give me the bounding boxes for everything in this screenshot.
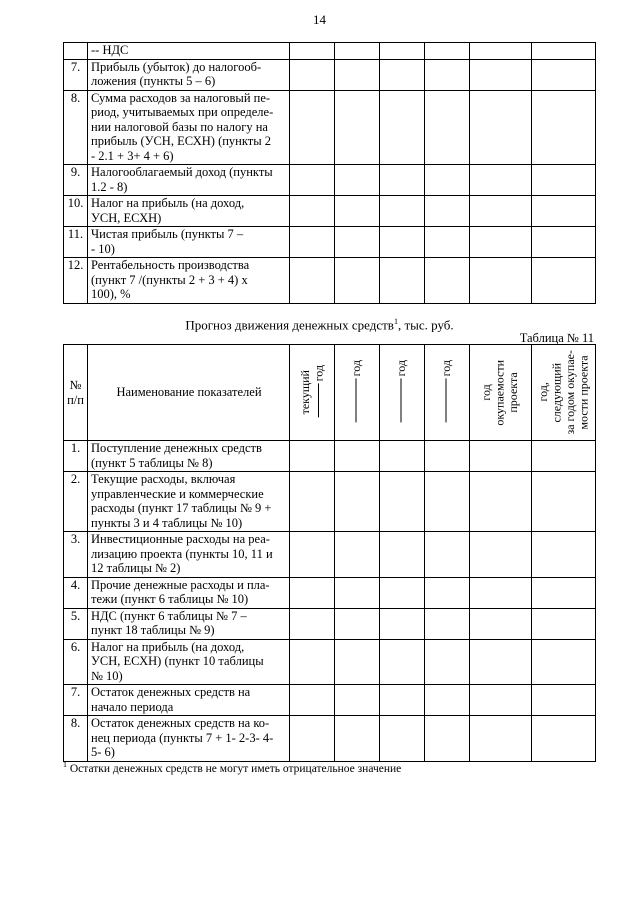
header-num: № п/п bbox=[64, 345, 88, 441]
header-col-year-4: год bbox=[425, 345, 470, 441]
row-number: 11. bbox=[64, 227, 88, 258]
empty-value-cell bbox=[532, 90, 596, 165]
empty-value-cell bbox=[290, 639, 335, 685]
row-number: 10. bbox=[64, 196, 88, 227]
empty-value-cell bbox=[470, 43, 532, 60]
empty-value-cell bbox=[425, 165, 470, 196]
empty-value-cell bbox=[532, 532, 596, 578]
empty-value-cell bbox=[470, 59, 532, 90]
row-indicator-name: Прочие денежные расходы и пла- тежи (пункт 6 таблицы № 10) bbox=[88, 577, 290, 608]
row-number: 7. bbox=[64, 685, 88, 716]
table-row bbox=[64, 441, 596, 472]
header-col-year-3: год bbox=[380, 345, 425, 441]
table-row bbox=[64, 43, 596, 60]
row-indicator-name: Прибыль (убыток) до налогооб- ложения (пункты 5 – 6) bbox=[88, 59, 290, 90]
row-indicator-name: Сумма расходов за налоговый пе- риод, учитываемых при определе- нии налоговой базы по налогу на прибыль (УСН, ЕСХН) (пункты 2 - 2.1 + 3+ 4 + 6) bbox=[88, 90, 290, 165]
table-row bbox=[64, 608, 596, 639]
empty-value-cell bbox=[425, 577, 470, 608]
empty-value-cell bbox=[290, 685, 335, 716]
table-row bbox=[64, 227, 596, 258]
empty-value-cell bbox=[470, 577, 532, 608]
empty-value-cell bbox=[335, 90, 380, 165]
empty-value-cell bbox=[380, 639, 425, 685]
empty-value-cell bbox=[532, 472, 596, 532]
empty-value-cell bbox=[290, 532, 335, 578]
header-col-current-year: текущий год bbox=[290, 345, 335, 441]
row-indicator-name: Налогооблагаемый доход (пункты 1.2 - 8) bbox=[88, 165, 290, 196]
empty-value-cell bbox=[425, 685, 470, 716]
empty-value-cell bbox=[425, 90, 470, 165]
empty-value-cell bbox=[470, 685, 532, 716]
table-caption: Прогноз движения денежных средств$^1$, тыс. руб. bbox=[185, 317, 454, 333]
table-row bbox=[64, 165, 596, 196]
row-number: 1. bbox=[64, 441, 88, 472]
empty-value-cell bbox=[335, 441, 380, 472]
empty-value-cell bbox=[532, 441, 596, 472]
table-row bbox=[64, 532, 596, 578]
empty-value-cell bbox=[290, 59, 335, 90]
empty-value-cell bbox=[425, 196, 470, 227]
empty-value-cell bbox=[532, 577, 596, 608]
empty-value-cell bbox=[532, 258, 596, 304]
empty-value-cell bbox=[335, 716, 380, 762]
header-col-payback-year: год окупаемости проекта bbox=[470, 345, 532, 441]
footnote: $^1$ Остатки денежных средств не могут иметь отрицательное значение bbox=[63, 760, 402, 775]
table-row bbox=[64, 258, 596, 304]
empty-value-cell bbox=[380, 90, 425, 165]
empty-value-cell bbox=[335, 577, 380, 608]
table-row bbox=[64, 685, 596, 716]
empty-value-cell bbox=[425, 59, 470, 90]
row-indicator-name: Остаток денежных средств на ко- нец периода (пункты 7 + 1- 2-3- 4- 5- 6) bbox=[88, 716, 290, 762]
row-indicator-name: Поступление денежных средств (пункт 5 таблицы № 8) bbox=[88, 441, 290, 472]
table-row bbox=[64, 90, 596, 165]
empty-value-cell bbox=[380, 685, 425, 716]
row-number: 12. bbox=[64, 258, 88, 304]
table-label: Таблица № 11 bbox=[519, 331, 594, 345]
empty-value-cell bbox=[425, 716, 470, 762]
row-indicator-name: Налог на прибыль (на доход, УСН, ЕСХН) bbox=[88, 196, 290, 227]
empty-value-cell bbox=[425, 532, 470, 578]
empty-value-cell bbox=[290, 43, 335, 60]
empty-value-cell bbox=[290, 441, 335, 472]
empty-value-cell bbox=[425, 639, 470, 685]
empty-value-cell bbox=[380, 608, 425, 639]
empty-value-cell bbox=[470, 165, 532, 196]
empty-value-cell bbox=[470, 441, 532, 472]
table-row bbox=[64, 577, 596, 608]
empty-value-cell bbox=[380, 227, 425, 258]
table-row bbox=[64, 472, 596, 532]
empty-value-cell bbox=[380, 258, 425, 304]
empty-value-cell bbox=[335, 227, 380, 258]
empty-value-cell bbox=[532, 43, 596, 60]
empty-value-cell bbox=[380, 43, 425, 60]
row-indicator-name: НДС (пункт 6 таблицы № 7 – пункт 18 таблицы № 9) bbox=[88, 608, 290, 639]
empty-value-cell bbox=[335, 59, 380, 90]
table-row bbox=[64, 639, 596, 685]
header-col-year-2: год bbox=[335, 345, 380, 441]
row-number: 6. bbox=[64, 639, 88, 685]
header-col-after-payback: год, следующий за годом окупае- мости проекта bbox=[532, 345, 596, 441]
empty-value-cell bbox=[290, 90, 335, 165]
empty-value-cell bbox=[470, 227, 532, 258]
table-row bbox=[64, 196, 596, 227]
table-row bbox=[64, 59, 596, 90]
empty-value-cell bbox=[380, 472, 425, 532]
empty-value-cell bbox=[290, 716, 335, 762]
row-indicator-name: Остаток денежных средств на начало периода bbox=[88, 685, 290, 716]
empty-value-cell bbox=[470, 608, 532, 639]
empty-value-cell bbox=[290, 258, 335, 304]
empty-value-cell bbox=[335, 165, 380, 196]
empty-value-cell bbox=[425, 43, 470, 60]
header-name: Наименование показателей bbox=[88, 345, 290, 441]
empty-value-cell bbox=[425, 608, 470, 639]
row-number: 8. bbox=[64, 716, 88, 762]
empty-value-cell bbox=[290, 472, 335, 532]
empty-value-cell bbox=[380, 441, 425, 472]
row-indicator-name: Чистая прибыль (пункты 7 – - 10) bbox=[88, 227, 290, 258]
empty-value-cell bbox=[470, 639, 532, 685]
row-number: 7. bbox=[64, 59, 88, 90]
empty-value-cell bbox=[380, 59, 425, 90]
empty-value-cell bbox=[290, 165, 335, 196]
empty-value-cell bbox=[335, 685, 380, 716]
empty-value-cell bbox=[425, 258, 470, 304]
empty-value-cell bbox=[380, 716, 425, 762]
empty-value-cell bbox=[335, 258, 380, 304]
empty-value-cell bbox=[290, 608, 335, 639]
empty-value-cell bbox=[335, 196, 380, 227]
row-number: 2. bbox=[64, 472, 88, 532]
empty-value-cell bbox=[380, 532, 425, 578]
empty-value-cell bbox=[290, 196, 335, 227]
empty-value-cell bbox=[425, 472, 470, 532]
row-indicator-name: -- НДС bbox=[88, 43, 290, 60]
row-indicator-name: Инвестиционные расходы на реа- лизацию проекта (пункты 10, 11 и 12 таблицы № 2) bbox=[88, 532, 290, 578]
empty-value-cell bbox=[335, 608, 380, 639]
empty-value-cell bbox=[470, 532, 532, 578]
empty-value-cell bbox=[470, 90, 532, 165]
empty-value-cell bbox=[470, 258, 532, 304]
empty-value-cell bbox=[532, 227, 596, 258]
empty-value-cell bbox=[380, 577, 425, 608]
row-number bbox=[64, 43, 88, 60]
row-number: 8. bbox=[64, 90, 88, 165]
empty-value-cell bbox=[335, 639, 380, 685]
empty-value-cell bbox=[532, 716, 596, 762]
empty-value-cell bbox=[470, 196, 532, 227]
empty-value-cell bbox=[532, 165, 596, 196]
row-indicator-name: Текущие расходы, включая управленческие и коммерческие расходы (пункт 17 таблицы № 9 + пункты 3 и 4 таблицы № 10) bbox=[88, 472, 290, 532]
empty-value-cell bbox=[335, 532, 380, 578]
row-number: 9. bbox=[64, 165, 88, 196]
page-number: 14 bbox=[313, 12, 326, 27]
empty-value-cell bbox=[335, 472, 380, 532]
row-indicator-name: Рентабельность производства (пункт 7 /(пункты 2 + 3 + 4) х 100), % bbox=[88, 258, 290, 304]
header-row bbox=[64, 345, 596, 441]
row-number: 4. bbox=[64, 577, 88, 608]
row-indicator-name: Налог на прибыль (на доход, УСН, ЕСХН) (пункт 10 таблицы № 10) bbox=[88, 639, 290, 685]
row-number: 3. bbox=[64, 532, 88, 578]
table-row bbox=[64, 716, 596, 762]
row-number: 5. bbox=[64, 608, 88, 639]
empty-value-cell bbox=[532, 196, 596, 227]
income-table-continued bbox=[63, 42, 596, 304]
empty-value-cell bbox=[470, 716, 532, 762]
cash-flow-table bbox=[63, 344, 596, 762]
empty-value-cell bbox=[425, 441, 470, 472]
empty-value-cell bbox=[380, 165, 425, 196]
empty-value-cell bbox=[425, 227, 470, 258]
empty-value-cell bbox=[380, 196, 425, 227]
empty-value-cell bbox=[290, 227, 335, 258]
empty-value-cell bbox=[532, 685, 596, 716]
empty-value-cell bbox=[470, 472, 532, 532]
empty-value-cell bbox=[290, 577, 335, 608]
empty-value-cell bbox=[532, 608, 596, 639]
empty-value-cell bbox=[532, 639, 596, 685]
empty-value-cell bbox=[335, 43, 380, 60]
empty-value-cell bbox=[532, 59, 596, 90]
